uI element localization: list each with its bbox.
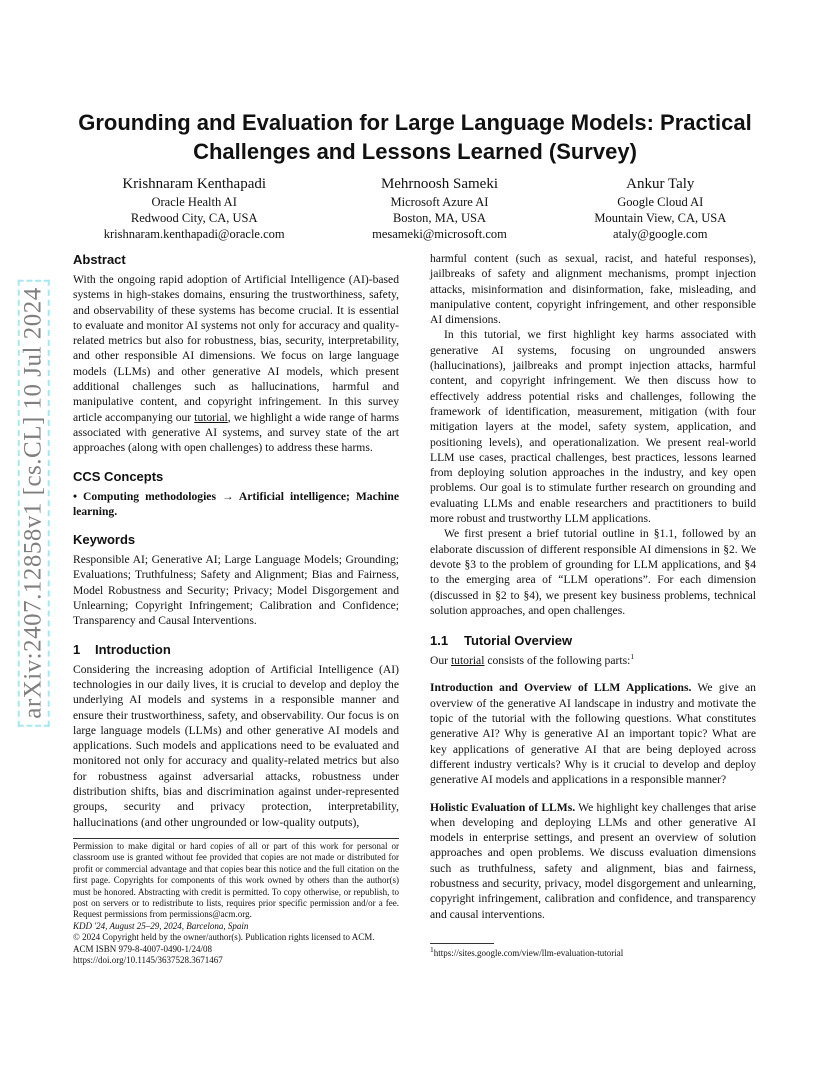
part-2-heading: Holistic Evaluation of LLMs. [430, 800, 576, 814]
footnote-rule [430, 943, 494, 944]
overview-text [430, 653, 756, 668]
ccs-heading: CCS Concepts [73, 468, 164, 484]
abstract-heading: Abstract [73, 252, 126, 267]
paper-title: Grounding and Evaluation for Large Language Models: Practical Challenges and Lessons Learned (Survey) [78, 110, 752, 164]
rights-notice: © 2024 Copyright held by the owner/author(s). Publication rights licensed to ACM. [73, 932, 375, 943]
part-2-text: We highlight key challenges that arise when developing and deploying LLMs and other generative AI models in enterprise settings, and present an overview of solution approaches and open problems. We discuss evaluation dimensions such as truthfulness, safety and alignment, bias and fairness, robustness and security, privacy, model disgorgement and unlearning, copyright infringement, calibration and confidence, and transparency and causal interventions. [430, 800, 756, 921]
author-affiliation: Google Cloud AI [617, 195, 704, 209]
author-location: Boston, MA, USA [392, 211, 487, 225]
left-column [73, 251, 399, 830]
intro-heading [73, 641, 399, 658]
permission-notice: Permission to make digital or hard copies of all or part of this work for personal or classroom use is granted without fee provided that copies are not made or distributed for profit or commercial advantage and that copies bear this notice and the full citation on the first page. Copyrights for components of this work owned by others than the author(s) must be honored. Abstracting with credit is permitted. To copy otherwise, or republish, to post on servers or to redistribute to lists, requires prior specific permission and/or a fee. Request permissions from permissions@acm.org. [73, 841, 399, 920]
tutorial-link[interactable]: tutorial [194, 410, 228, 424]
keywords-heading: Keywords [73, 532, 136, 548]
part-2-paragraph [430, 800, 756, 922]
author-name: Krishnaram Kenthapadi [122, 176, 267, 192]
footnote-url[interactable]: https://sites.google.com/view/llm-evaluation-tutorial [433, 948, 624, 958]
right-paragraph-1: harmful content (such as sexual, racist, and hateful responses), jailbreaks of safety and alignment mechanisms, prompt injection attacks, misinformation and disinformation, fake, misleading, and manipulative content, copyright infringement, and other responsible AI dimensions. [430, 252, 756, 327]
part-1-text: We give an overview of the generative AI landscape in industry and motivate the topic of the tutorial with the following questions. What constitutes generative AI? Why is generative AI an important topic? What are key applications of generative AI that are being deployed across different industry verticals? Why is it crucial to develop and deploy generative AI models and applications in a responsible manner? [430, 681, 756, 787]
arxiv-identifier-text: arXiv:2407.12858v1 [cs.CL] 10 Jul 2024 [18, 279, 50, 726]
author-name: Ankur Taly [626, 176, 695, 192]
footnote [430, 943, 756, 959]
abstract-text-part: , we highlight a wide range of harms associated with generative AI systems, and survey state of the art approaches (along with open challenges) to address these harms. [73, 410, 399, 455]
author-affiliation: Microsoft Azure AI [390, 195, 489, 209]
abstract-text [73, 272, 399, 456]
right-paragraph-3: We first present a brief tutorial outline in §1.1, followed by an elaborate discussion of different responsible AI dimensions in §2. We devote §3 to the problem of grounding for LLM applications, and §4 to the emerging area of “LLM operations”. For each dimension (discussed in §2 to §4), we present key business problems, technical solution approaches, and open challenges. [430, 527, 756, 617]
tutorial-link[interactable]: tutorial [450, 654, 485, 668]
subsection-heading [430, 632, 756, 649]
footnote-number: 1 [430, 945, 434, 954]
author-email: mesameki@microsoft.com [372, 227, 507, 241]
intro-text: Considering the increasing adoption of Artificial Intelligence (AI) technologies in our daily lives, it is crucial to develop and deploy the underlying AI models and systems in a responsible manner and ensure their trustworthiness, safety, and observability. Our focus is on large language models (LLMs) and other generative AI models and applications. Such models and applications need to be evaluated and monitored not only for accuracy and quality-related metrics but also for robustness against adversarial attacks, robustness under distribution shifts, bias and discrimination against under-represented groups, security and privacy protection, interpretability, hallucinations (and other ungrounded or low-quality outputs), [73, 662, 399, 829]
author-location: Redwood City, CA, USA [130, 211, 258, 225]
author-email: ataly@google.com [613, 227, 708, 241]
conference-info: KDD '24, August 25–29, 2024, Barcelona, Spain [73, 920, 249, 931]
author-email: krishnaram.kenthapadi@oracle.com [103, 227, 285, 241]
section-number: 1 [73, 641, 81, 657]
isbn: ACM ISBN 979-8-4007-0490-1/24/08 [73, 943, 212, 954]
author-2 [372, 174, 507, 242]
subsection-title: Tutorial Overview [464, 633, 573, 649]
author-location: Mountain View, CA, USA [594, 211, 727, 225]
author-3 [594, 174, 726, 242]
abstract-text-part: With the ongoing rapid adoption of Artificial Intelligence (AI)-based systems in high-stakes domains, ensuring the trustworthiness, safety, and observability of these systems has become crucial. It is essential to evaluate and monitor AI systems not only for accuracy and quality-related metrics but also for robustness, bias, security, interpretability, and other responsible AI dimensions. We focus on large language models (LLMs) and other generative AI models, which present additional challenges such as hallucinations, harmful and manipulative content, and copyright infringement. In this survey article accompanying our [73, 273, 399, 424]
overview-text-part: Our [430, 654, 451, 668]
right-column [430, 251, 756, 922]
part-1-paragraph [430, 680, 756, 787]
footnote-mark: 1 [630, 652, 635, 662]
arxiv-identifier [18, 268, 50, 738]
keywords-text: Responsible AI; Generative AI; Large Language Models; Grounding; Evaluations; Truthfulness; Safety and Alignment; Bias and Fairness, Model Robustness and Security; Privacy; Model Disgorgement and Unlearning; Copyright Infringement; Calibration and Confidence; Transparency and Causal Interventions. [73, 553, 399, 628]
doi-link[interactable]: https://doi.org/10.1145/3637528.3671467 [73, 955, 223, 966]
part-1-heading: Introduction and Overview of LLM Applications. [430, 681, 692, 695]
ccs-text: • Computing methodologies → Artificial intelligence; Machine learning. [73, 489, 399, 518]
section-title: Introduction [95, 641, 171, 657]
overview-text-part: consists of the following parts: [484, 654, 631, 668]
author-1 [104, 174, 285, 242]
subsection-number: 1.1 [430, 633, 449, 649]
author-block [60, 174, 770, 242]
author-affiliation: Oracle Health AI [151, 195, 237, 209]
right-paragraph-2: In this tutorial, we first highlight key harms associated with generative AI systems, focusing on ungrounded answers (hallucinations), jailbreaks and prompt injection attacks, harmful content, and copyright infringement. We then discuss how to effectively address potential risks and challenges, following the framework of identification, measurement, mitigation (with four mitigation layers at the model, safety system, application, and positioning levels), and operationalization. We present real-world LLM use cases, practical challenges, best practices, lessons learned from deploying solution approaches in the industry, and key open problems. Our goal is to stimulate further research on grounding and evaluating LLMs and enable researchers and practitioners to build more robust and trustworthy LLM applications. [430, 328, 756, 526]
author-name: Mehrnoosh Sameki [380, 176, 499, 192]
copyright-block [73, 838, 399, 966]
